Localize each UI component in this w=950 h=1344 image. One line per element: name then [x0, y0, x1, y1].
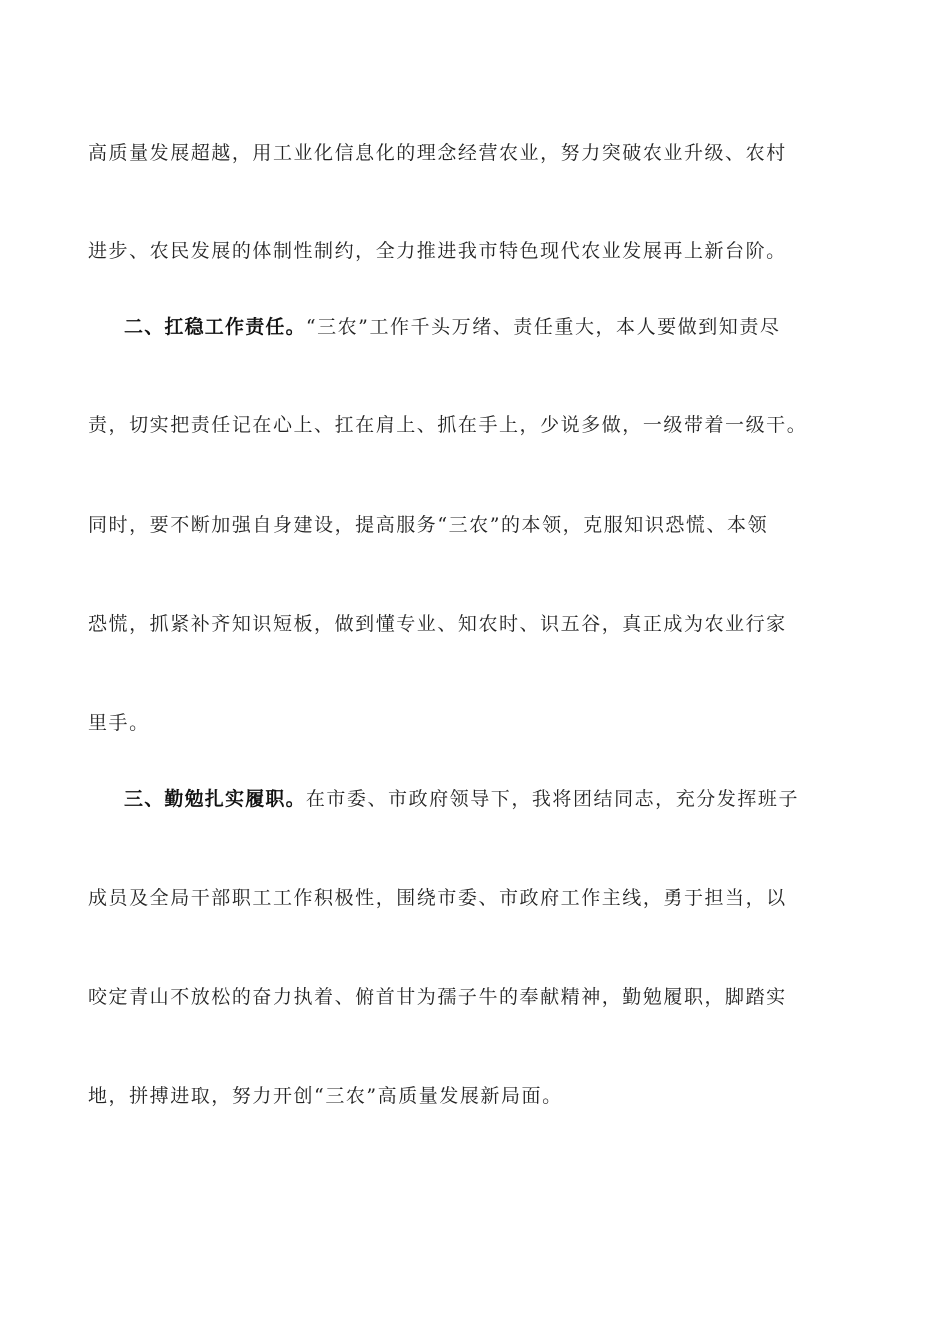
paragraph-line: 里手。 — [88, 712, 150, 734]
paragraph-line: 高质量发展超越，用工业化信息化的理念经营农业，努力突破农业升级、农村 — [88, 142, 787, 164]
paragraph-line: 责，切实把责任记在心上、扛在肩上、抓在手上，少说多做，一级带着一级干。 — [88, 414, 808, 436]
paragraph-line: 咬定青山不放松的奋力执着、俯首甘为孺子牛的奉献精神，勤勉履职，脚踏实 — [88, 986, 787, 1008]
paragraph-line: 进步、农民发展的体制性制约，全力推进我市特色现代农业发展再上新台阶。 — [88, 240, 787, 262]
section-3-heading: 三、勤勉扎实履职。 — [124, 788, 306, 810]
section-2-text: “三农”工作千头万绪、责任重大，本人要做到知责尽 — [305, 316, 781, 338]
paragraph-line: 成员及全局干部职工工作积极性，围绕市委、市政府工作主线，勇于担当，以 — [88, 887, 787, 909]
section-3-text: 在市委、市政府领导下，我将团结同志，充分发挥班子 — [305, 788, 800, 810]
paragraph-line: 恐慌，抓紧补齐知识短板，做到懂专业、知农时、识五谷，真正成为农业行家 — [88, 613, 787, 635]
section-3-first-line — [124, 786, 868, 812]
section-2-heading: 二、扛稳工作责任。 — [124, 316, 306, 338]
paragraph-line: 地，拼搏进取，努力开创“三农”高质量发展新局面。 — [88, 1085, 563, 1107]
paragraph-line: 同时，要不断加强自身建设，提高服务“三农”的本领，克服知识恐慌、本领 — [88, 514, 769, 536]
section-2-first-line — [124, 314, 868, 340]
